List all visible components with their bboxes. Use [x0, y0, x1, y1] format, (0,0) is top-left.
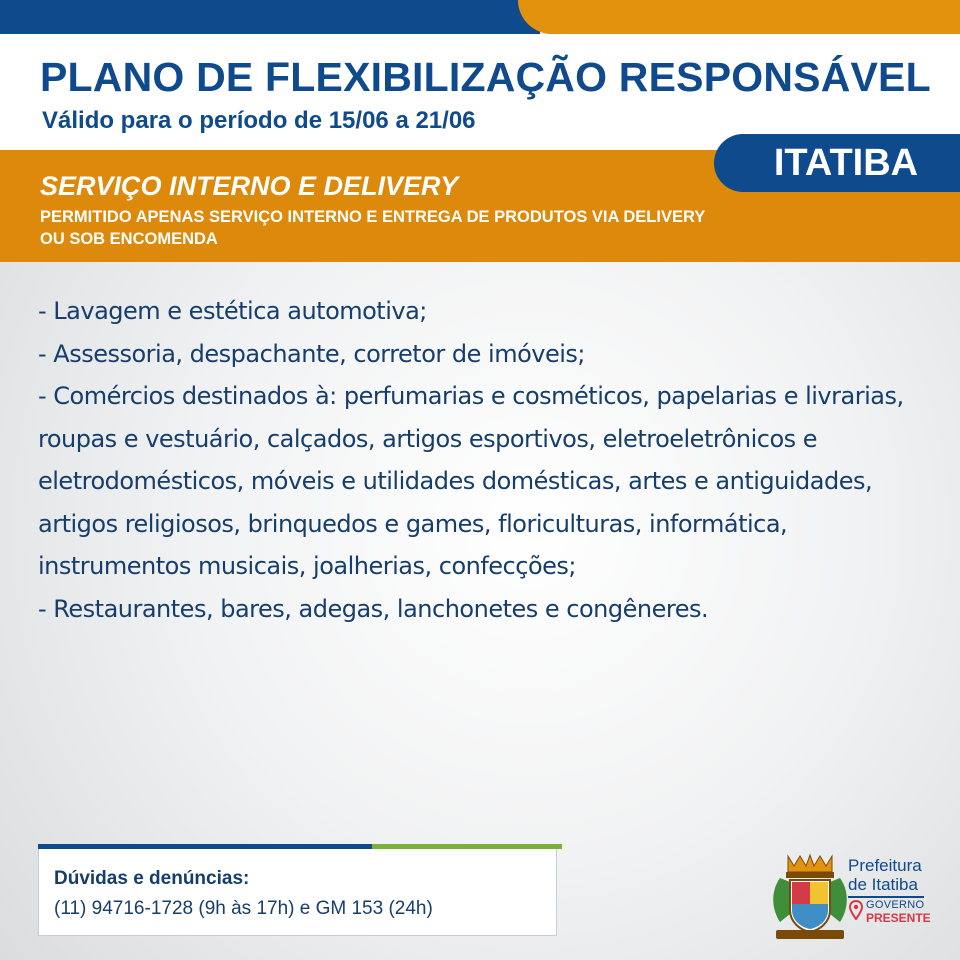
logo-text	[848, 856, 948, 894]
service-description-line: PERMITIDO APENAS SERVIÇO INTERNO E ENTREGA DE PRODUTOS VIA DELIVERY	[40, 208, 706, 226]
program-tag-line1: GOVERNO	[866, 899, 925, 911]
page-title: PLANO DE FLEXIBILIZAÇÃO RESPONSÁVEL	[40, 54, 931, 100]
location-pin-icon	[849, 900, 863, 920]
city-tab	[714, 134, 960, 192]
service-description	[40, 206, 920, 250]
contact-accent-line-blue	[38, 844, 372, 849]
contact-title: Dúvidas e denúncias:	[54, 868, 250, 889]
contact-accent-line-green	[372, 844, 562, 849]
logo-divider	[848, 896, 924, 898]
city-label: ITATIBA	[773, 141, 919, 184]
coat-of-arms-icon	[770, 852, 850, 944]
top-bar-blue	[0, 0, 540, 34]
program-tag-line2: PRESENTE	[866, 911, 931, 925]
service-description-line: OU SOB ENCOMENDA	[40, 230, 218, 248]
list-item: - Assessoria, despachante, corretor de imóveis;	[38, 339, 585, 368]
logo-text-line: de Itatiba	[848, 875, 918, 894]
list-item: - Lavagem e estética automotiva;	[38, 297, 427, 325]
contact-box	[38, 844, 557, 936]
service-title: SERVIÇO INTERNO E DELIVERY	[40, 171, 459, 201]
list-item: - Restaurantes, bares, adegas, lanchonetes e congêneres.	[38, 594, 709, 623]
logo-text-line: Prefeitura	[848, 856, 922, 875]
validity-subtitle: Válido para o período de 15/06 a 21/06	[42, 107, 476, 134]
allowed-activities-list	[38, 290, 923, 630]
top-bar-orange	[518, 0, 960, 34]
list-item: - Comércios destinados à: perfumarias e cosméticos, papelarias e livrarias, roupas e vestuário, calçados, artigos esportivos, eletroeletrônicos e eletrodomésticos, móveis e utilidades domésticas, artes e antiguidades, artigos religiosos, brinquedos e games, floriculturas, informática, instrumentos musicais, joalherias, confecções;	[38, 382, 904, 580]
contact-phone: (11) 94716-1728 (9h às 17h) e GM 153 (24h)	[54, 898, 433, 919]
